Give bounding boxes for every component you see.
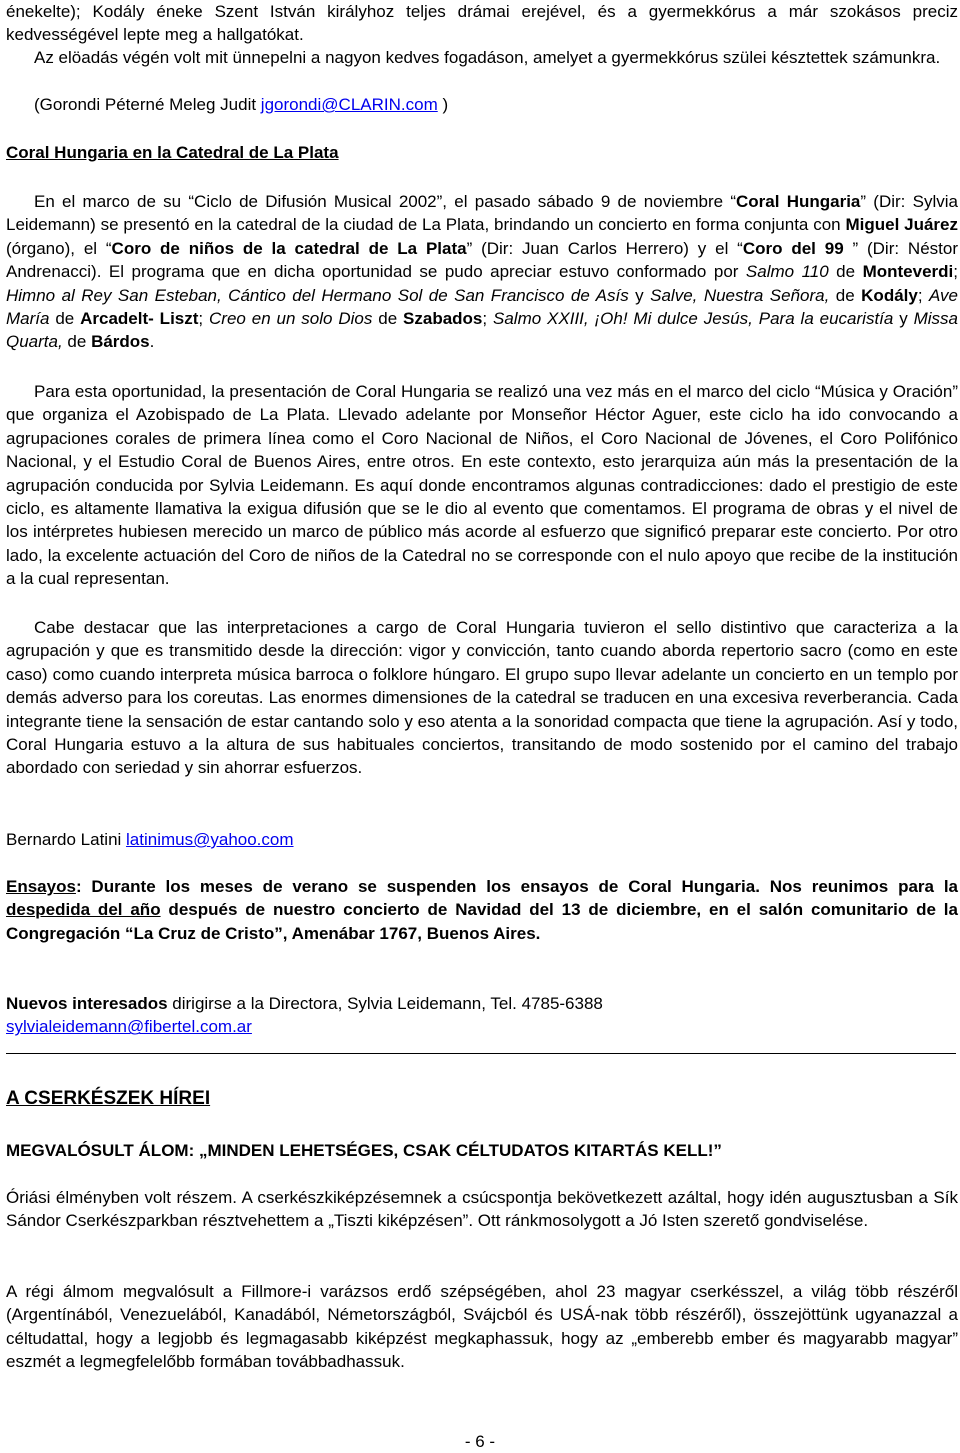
section-divider	[6, 1053, 956, 1054]
scouts-title: A CSERKÉSZEK HÍREI	[6, 1088, 211, 1109]
scouts-subtitle: MEGVALÓSULT ÁLOM: „MINDEN LEHETSÉGES, CSAK CÉLTUDATOS KITARTÁS KELL!”	[6, 1141, 722, 1160]
text-run: ” (Dir: Néstor Andrenacci). El programa que en dicha oportunidad se pudo apreciar estuvo conformado por	[6, 238, 958, 282]
italic-run: Himno al Rey San Esteban, Cántico del Hermano Sol de San Francisco de Asís	[6, 285, 629, 305]
text-run: de	[829, 285, 862, 305]
ensayos-label: Ensayos	[6, 877, 76, 896]
text-run: ” (Dir: Juan Carlos Herrero) y el “	[466, 238, 743, 258]
despedida-link: despedida del año	[6, 900, 161, 920]
text-run: ;	[917, 285, 930, 305]
text-run: de	[828, 262, 863, 282]
ensayos-text-1: : Durante los meses de verano se suspenden los ensayos de Coral Hungaria. Nos reunimos para la	[75, 877, 958, 896]
text-run: y	[893, 309, 914, 329]
text-run: ;	[482, 309, 493, 329]
signature-name: (Gorondi Péterné Meleg Judit	[34, 95, 261, 114]
ensayos-text-2: después de nuestro concierto de Navidad del 13 de diciembre, en el salón comunitario de la Congregación “La Cruz de Cristo”, Amenábar 1767, Buenos Aires.	[6, 900, 958, 943]
top-paragraph-2: Az elöadás végén volt mit ünnepelni a nagyon kedves fogadáson, amelyet a gyermekkórus szülei késztettek számunkra.	[34, 48, 941, 67]
bold-run: Monteverdi	[862, 262, 954, 282]
signature-gorondi	[6, 93, 958, 116]
coral-paragraph-3: Cabe destacar que las interpretaciones a cargo de Coral Hungaria tuvieron el sello distintivo que caracteriza a la agrupación y que es transmitido desde la dirección: vigor y convicción, tanto cuando aborda repertorio sacro (como en este caso) como cuando interpreta música barroca o folklore húngaro. El grupo supo llevar adelante un concierto en un templo por demás adverso para los coreutas. Las enormes dimensiones de la catedral se traducen en una excesiva reverberancia. Cada integrante tiene la sensación de estar cantando solo y eso atenta a la sonoridad compacta que tiene la agrupación. Así y todo, Coral Hungaria estuvo a la altura de sus habituales conciertos, transitando de modo sostenido por el camino del trabajo abordado con seriedad y sin ahorrar esfuerzos.	[6, 618, 958, 778]
text-run: de	[372, 309, 404, 329]
signature-close: )	[437, 95, 449, 114]
bold-run: Arcadelt- Liszt	[80, 309, 199, 329]
text-run: de	[62, 332, 92, 352]
italic-run: Salve, Nuestra Señora,	[650, 285, 830, 305]
author-name: Bernardo Latini	[6, 830, 127, 849]
coral-paragraph-1	[6, 190, 958, 354]
text-run: En el marco de su “Ciclo de Difusión Musical 2002”, el pasado sábado 9 de noviembre “	[34, 192, 736, 211]
italic-run: Missa Quarta,	[6, 309, 958, 352]
page-number: - 6 -	[464, 1432, 496, 1451]
nuevos-text: dirigirse a la Directora, Sylvia Leidemann, Tel. 4785-6388	[167, 994, 603, 1013]
nuevos-label: Nuevos interesados	[6, 994, 168, 1013]
bold-run: Coral Hungaria	[735, 192, 861, 211]
bold-run: Coro del 99	[742, 238, 844, 258]
text-run: y	[628, 285, 651, 305]
coral-heading: Coral Hungaria en la Catedral de La Plata	[6, 143, 339, 162]
italic-run: Creo en un solo Dios	[209, 309, 373, 329]
bold-run: Szabados	[403, 309, 483, 329]
bold-run: Bárdos	[91, 332, 150, 352]
italic-run: Ave María	[6, 285, 959, 329]
bold-run: Coro de niños de la catedral de La Plata	[111, 238, 467, 258]
text-run: ;	[198, 309, 210, 329]
author-line	[6, 828, 958, 851]
coral-paragraph-2: Para esta oportunidad, la presentación de Coral Hungaria se realizó una vez más en el marco del ciclo “Música y Oración” que organiza el Azobispado de La Plata. Llevado adelante por Monseñor Héctor Aguer, este ciclo ha ido convocando a agrupaciones corales de primera línea como el Coro Nacional de Niños, el Coro Nacional de Jóvenes, el Coro Polifónico Nacional, y el Estudio Coral de Buenos Aires, entre otros. En este contexto, esto jerarquiza aún más la presentación de la agrupación conducida por Sylvia Leidemann. Es aquí donde encontramos algunas contradicciones: dado el prestigio de este ciclo, es altamente llamativa la exigua difusión que se le dio al evento que comentamos. El programa de obras y el nivel de los intérpretes hubiesen merecido un marco de público más acorde al esfuerzo que significó preparar este concierto. Por otro lado, la excelente actuación del Coro de niños de la Catedral no se corresponde con el nulo apoyo que recibe de la institución a la cual representan.	[6, 382, 958, 589]
nuevos-email-link[interactable]: sylvialeidemann@fibertel.com.ar	[6, 1017, 252, 1037]
ensayos-notice	[6, 875, 958, 945]
text-run: .	[149, 332, 155, 352]
italic-run: Salmo XXIII, ¡Oh! Mi dulce Jesús, Para la eucaristía	[493, 309, 894, 329]
bold-run: Miguel Juárez	[845, 215, 958, 235]
scouts-paragraph-1: Óriási élményben volt részem. A cserkészkiképzésemnek a csúcspontja bekövetkezett azáltal, hogy idén augusztusban a Sík Sándor Cserkészparkban résztvehettem a „Tiszti kiképzésen”. Ott ránkmosolygott a Jó Isten szerető gondviselése.	[6, 1188, 958, 1231]
bold-run: Kodály	[861, 285, 918, 305]
text-run: (órgano), el “	[6, 238, 112, 258]
italic-run: Salmo 110	[745, 262, 829, 282]
signature-email-link[interactable]: jgorondi@CLARIN.com	[260, 95, 438, 114]
top-paragraph-1: énekelte); Kodály éneke Szent István királyhoz teljes drámai erejével, és a gyermekkórus a már szokásos preciz kedvességével lepte meg a hallgatókat.	[6, 2, 958, 45]
author-email-link[interactable]: latinimus@yahoo.com	[126, 830, 294, 849]
text-run: ” (Dir: Sylvia Leidemann) se presentó en la catedral de la ciudad de La Plata, brindando un concierto en forma conjunta con	[6, 192, 958, 235]
text-run: ;	[953, 262, 958, 282]
scouts-paragraph-2: A régi álmom megvalósult a Fillmore-i varázsos erdő szépségében, ahol 23 magyar cserkésszel, a világ több részéről (Argentínából, Venezuelából, Kanadából, Németországból, Svájcból és USÁ-nak több részéről), összejöttünk ugyanazzal a céltudattal, hogy a legjobb és legmagasabb kiképzést megkaphassuk, hogy az „emberebb ember és magyarabb magyar” eszmét a legmegfelelőbb formában továbbadhassuk.	[6, 1282, 958, 1372]
text-run: de	[49, 309, 81, 329]
nuevos-notice	[6, 992, 958, 1039]
